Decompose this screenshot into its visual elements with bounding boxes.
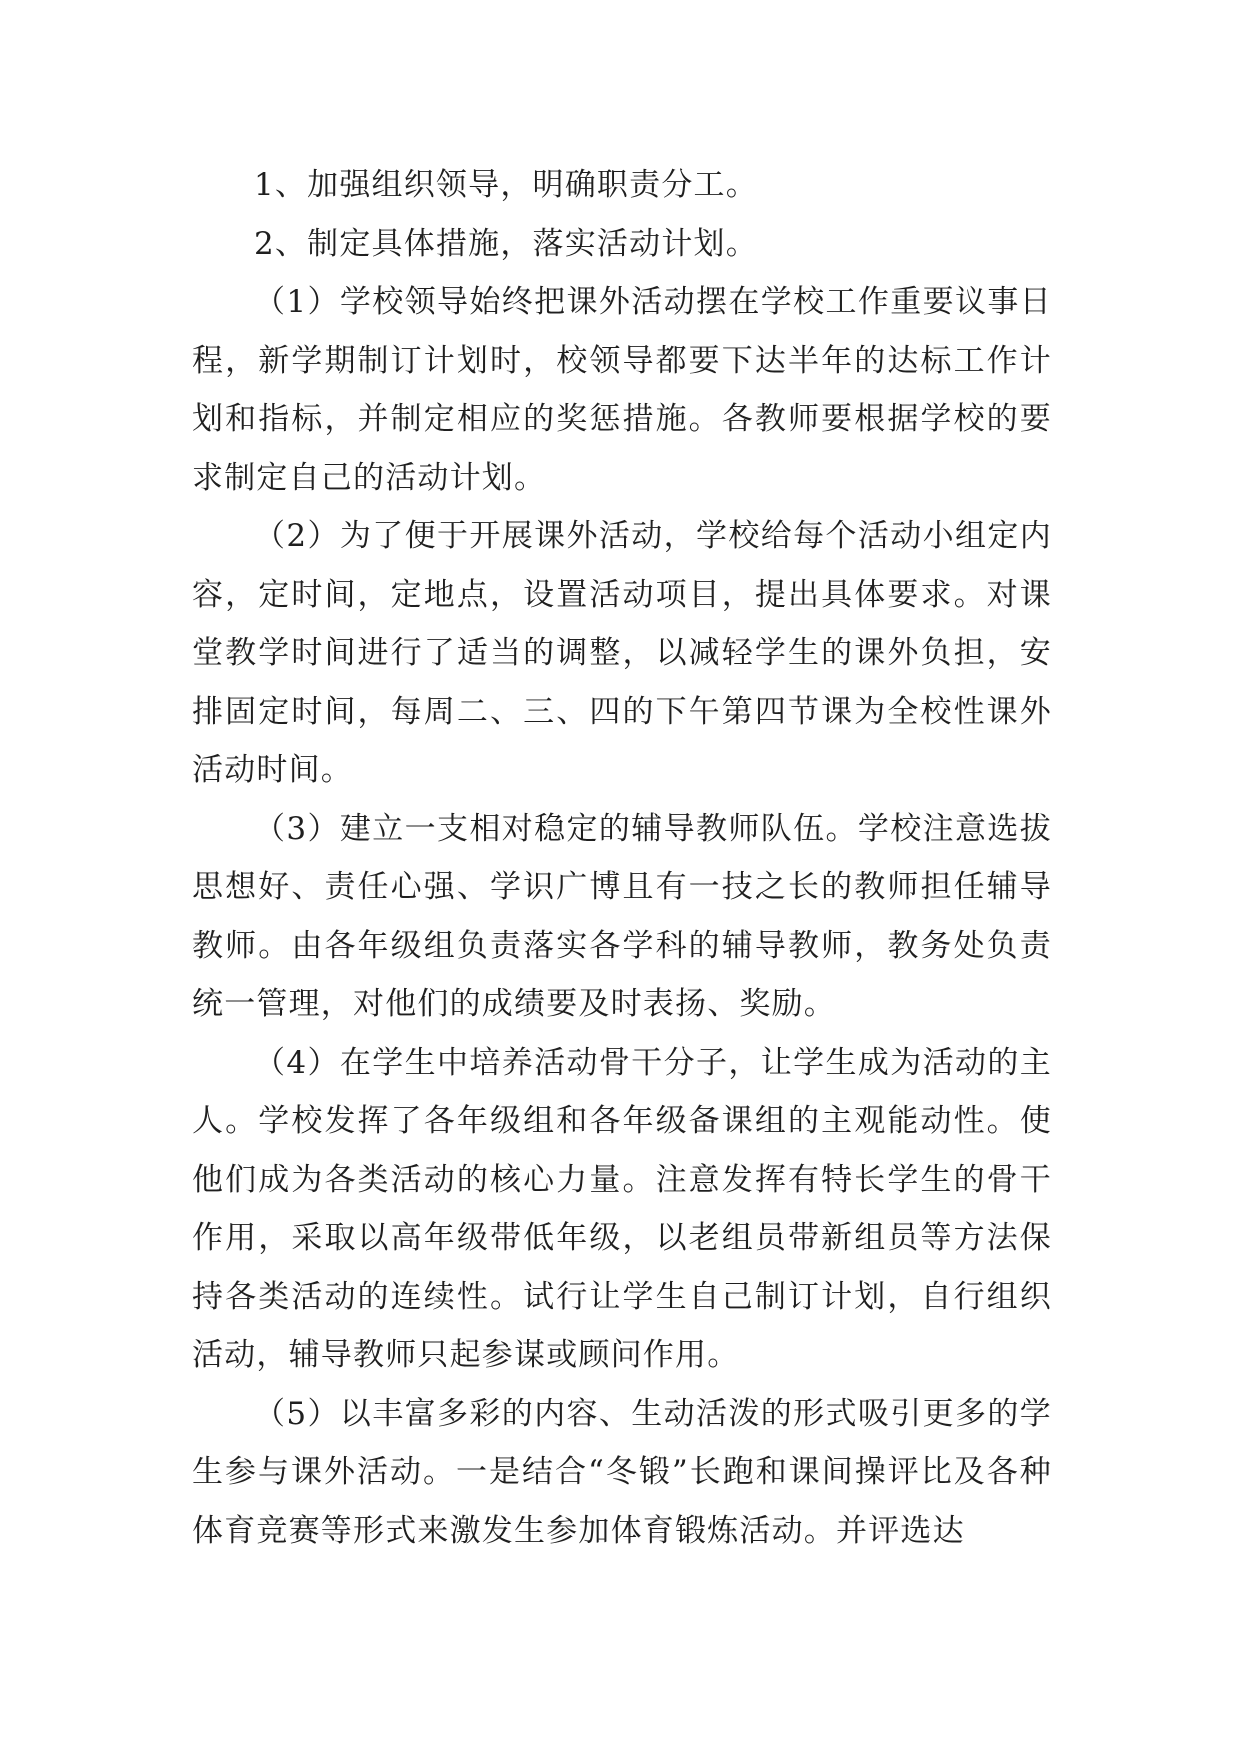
document-body [192,156,1052,1560]
paragraph-item-2: 2、制定具体措施，落实活动计划。 [254,225,758,262]
paragraph-measure-2: （2）为了便于开展课外活动，学校给每个活动小组定内容，定时间，定地点，设置活动项目，提出具体要求。对课堂教学时间进行了适当的调整，以减轻学生的课外负担，安排固定时间，每周二、三、四的下午第四节课为全校性课外活动时间。 [192,518,1052,788]
paragraph-measure-1: （1）学校领导始终把课外活动摆在学校工作重要议事日程，新学期制订计划时，校领导都要下达半年的达标工作计划和指标，并制定相应的奖惩措施。各教师要根据学校的要求制定自己的活动计划。 [192,284,1052,496]
paragraph-measure-5: （5）以丰富多彩的内容、生动活泼的形式吸引更多的学生参与课外活动。一是结合“冬锻”长跑和课间操评比及各种体育竞赛等形式来激发生参加体育锻炼活动。并评选达 [192,1395,1052,1549]
paragraph-measure-4: （4）在学生中培养活动骨干分子，让学生成为活动的主人。学校发挥了各年级组和各年级备课组的主观能动性。使他们成为各类活动的核心力量。注意发挥有特长学生的骨干作用，采取以高年级带低年级，以老组员带新组员等方法保持各类活动的连续性。试行让学生自己制订计划，自行组织活动，辅导教师只起参谋或顾问作用。 [192,1044,1052,1373]
paragraph-measure-3: （3）建立一支相对稳定的辅导教师队伍。学校注意选拔思想好、责任心强、学识广博且有一技之长的教师担任辅导教师。由各年级组负责落实各学科的辅导教师，教务处负责统一管理，对他们的成绩要及时表扬、奖励。 [192,810,1052,1022]
paragraph-item-1: 1、加强组织领导，明确职责分工。 [254,167,758,203]
